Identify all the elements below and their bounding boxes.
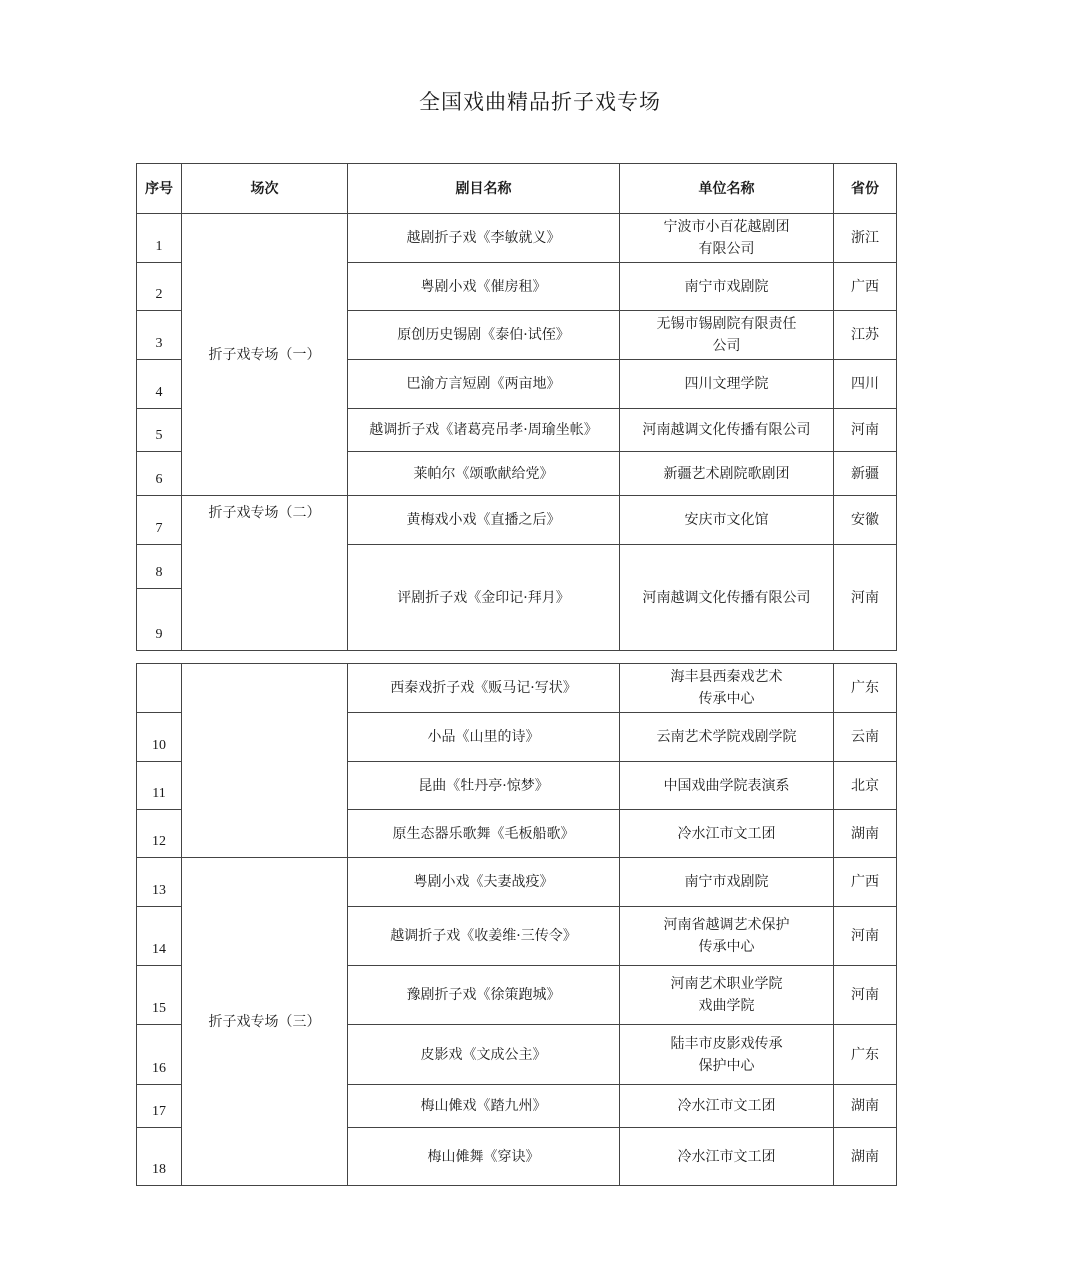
program-cell: 西秦戏折子戏《贩马记·写状》 [348, 664, 620, 713]
unit-cell: 宁波市小百花越剧团 有限公司 [620, 214, 834, 263]
program-cell: 越调折子戏《收姜维·三传令》 [348, 907, 620, 966]
program-cell: 小品《山里的诗》 [348, 713, 620, 762]
row-no: 15 [137, 966, 182, 1025]
row-no: 6 [137, 452, 182, 496]
province-cell: 北京 [834, 762, 897, 810]
program-cell: 评剧折子戏《金印记·拜月》 [348, 545, 620, 651]
row-no: 10 [137, 713, 182, 762]
program-cell: 巴渝方言短剧《两亩地》 [348, 360, 620, 409]
unit-cell: 海丰县西秦戏艺术 传承中心 [620, 664, 834, 713]
row-no: 16 [137, 1025, 182, 1085]
row-no: 5 [137, 409, 182, 452]
program-cell: 越剧折子戏《李敏就义》 [348, 214, 620, 263]
row-no: 12 [137, 810, 182, 858]
program-cell: 原创历史锡剧《泰伯·试侄》 [348, 311, 620, 360]
row-no [137, 664, 182, 713]
session-cell: 折子戏专场（二） [182, 496, 348, 651]
row-no: 1 [137, 214, 182, 263]
program-cell: 越调折子戏《诸葛亮吊孝·周瑜坐帐》 [348, 409, 620, 452]
unit-cell: 四川文理学院 [620, 360, 834, 409]
table-row [137, 858, 897, 907]
header-province: 省份 [834, 164, 897, 214]
row-no: 13 [137, 858, 182, 907]
row-no: 17 [137, 1085, 182, 1128]
program-cell: 粤剧小戏《催房租》 [348, 263, 620, 311]
table-row [137, 214, 897, 263]
session-cell [182, 664, 348, 858]
province-cell: 广西 [834, 263, 897, 311]
province-cell: 安徽 [834, 496, 897, 545]
province-cell: 河南 [834, 966, 897, 1025]
program-cell: 黄梅戏小戏《直播之后》 [348, 496, 620, 545]
province-cell: 湖南 [834, 810, 897, 858]
unit-cell: 河南越调文化传播有限公司 [620, 409, 834, 452]
program-cell: 梅山傩戏《踏九州》 [348, 1085, 620, 1128]
unit-cell: 安庆市文化馆 [620, 496, 834, 545]
program-table-part-1 [136, 163, 897, 651]
table-header-row [137, 164, 897, 214]
province-cell: 四川 [834, 360, 897, 409]
province-cell: 河南 [834, 545, 897, 651]
page-title: 全国戏曲精品折子戏专场 [419, 90, 661, 114]
program-cell: 昆曲《牡丹亭·惊梦》 [348, 762, 620, 810]
program-table-part-2 [136, 663, 897, 1186]
province-cell: 湖南 [834, 1128, 897, 1186]
header-unit: 单位名称 [620, 164, 834, 214]
row-no: 14 [137, 907, 182, 966]
unit-cell: 冷水江市文工团 [620, 1128, 834, 1186]
unit-cell: 冷水江市文工团 [620, 810, 834, 858]
program-cell: 梅山傩舞《穿诀》 [348, 1128, 620, 1186]
province-cell: 广西 [834, 858, 897, 907]
table-row [137, 664, 897, 713]
row-no: 4 [137, 360, 182, 409]
session-cell: 折子戏专场（一） [182, 214, 348, 496]
row-no: 2 [137, 263, 182, 311]
province-cell: 河南 [834, 409, 897, 452]
row-no: 9 [137, 589, 182, 651]
unit-cell: 河南越调文化传播有限公司 [620, 545, 834, 651]
table-row [137, 496, 897, 545]
header-no: 序号 [137, 164, 182, 214]
row-no: 11 [137, 762, 182, 810]
row-no: 7 [137, 496, 182, 545]
unit-cell: 新疆艺术剧院歌剧团 [620, 452, 834, 496]
row-no: 18 [137, 1128, 182, 1186]
unit-cell: 冷水江市文工团 [620, 1085, 834, 1128]
program-cell: 豫剧折子戏《徐策跑城》 [348, 966, 620, 1025]
row-no: 3 [137, 311, 182, 360]
province-cell: 浙江 [834, 214, 897, 263]
province-cell: 河南 [834, 907, 897, 966]
province-cell: 新疆 [834, 452, 897, 496]
unit-cell: 南宁市戏剧院 [620, 858, 834, 907]
province-cell: 湖南 [834, 1085, 897, 1128]
program-cell: 原生态器乐歌舞《毛板船歌》 [348, 810, 620, 858]
unit-cell: 陆丰市皮影戏传承 保护中心 [620, 1025, 834, 1085]
unit-cell: 云南艺术学院戏剧学院 [620, 713, 834, 762]
header-session: 场次 [182, 164, 348, 214]
province-cell: 广东 [834, 664, 897, 713]
unit-cell: 南宁市戏剧院 [620, 263, 834, 311]
unit-cell: 中国戏曲学院表演系 [620, 762, 834, 810]
unit-cell: 河南省越调艺术保护 传承中心 [620, 907, 834, 966]
program-cell: 粤剧小戏《夫妻战疫》 [348, 858, 620, 907]
row-no: 8 [137, 545, 182, 589]
session-cell: 折子戏专场（三） [182, 858, 348, 1186]
header-program: 剧目名称 [348, 164, 620, 214]
unit-cell: 无锡市锡剧院有限责任 公司 [620, 311, 834, 360]
province-cell: 云南 [834, 713, 897, 762]
province-cell: 广东 [834, 1025, 897, 1085]
program-cell: 莱帕尔《颂歌献给党》 [348, 452, 620, 496]
program-cell: 皮影戏《文成公主》 [348, 1025, 620, 1085]
province-cell: 江苏 [834, 311, 897, 360]
unit-cell: 河南艺术职业学院 戏曲学院 [620, 966, 834, 1025]
